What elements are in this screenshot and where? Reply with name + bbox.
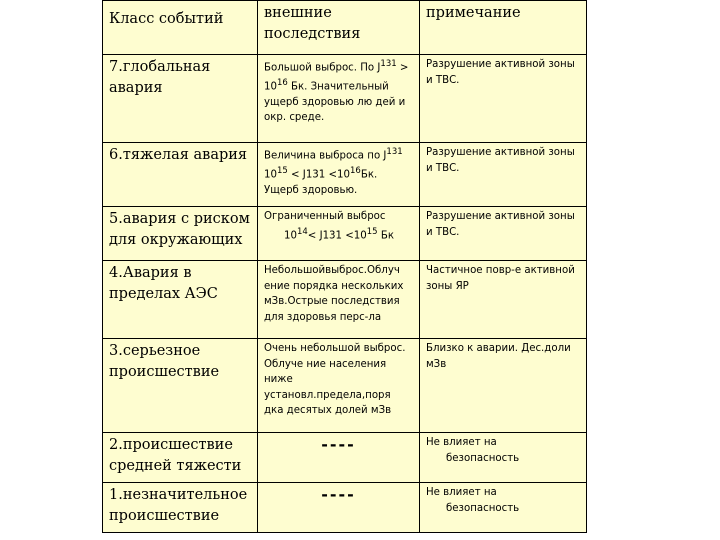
note-cell: Не влияет на безопасность <box>420 433 587 483</box>
note-cell: Разрушение активной зоны и ТВС. <box>420 55 587 143</box>
header-row <box>103 1 587 55</box>
table-row <box>103 433 587 483</box>
event-class-cell: 7.глобальная авария <box>103 55 258 143</box>
consequences-cell: Ограниченный выброс $10^{14}< J131 <10^{15}$ Бк <box>258 207 420 261</box>
event-class-cell: 5.авария с риском для окружающих <box>103 207 258 261</box>
note-cell: Разрушение активной зоны и ТВС. <box>420 143 587 207</box>
event-class-cell: 1.незначительное происшествие <box>103 483 258 533</box>
event-class-cell: 2.происшествие средней тяжести <box>103 433 258 483</box>
table-row <box>103 339 587 433</box>
consequences-cell: Небольшойвыброс.Облуч ение порядка нескольких мЗв.Острые последствия для здоровья перс-ла <box>258 261 420 339</box>
consequences-cell: ---- <box>258 433 420 483</box>
table-row <box>103 207 587 261</box>
table-row <box>103 55 587 143</box>
event-class-cell: 3.серьезное происшествие <box>103 339 258 433</box>
table-row <box>103 483 587 533</box>
consequences-cell: Очень небольшой выброс. Облуче ние населения ниже установл.предела,поря дка десятых долей мЗв <box>258 339 420 433</box>
note-cell: Близко к аварии. Дес.доли мЗв <box>420 339 587 433</box>
table-row <box>103 261 587 339</box>
header-event-class: Класс событий <box>103 1 258 55</box>
event-class-cell: 6.тяжелая авария <box>103 143 258 207</box>
consequences-cell: ---- <box>258 483 420 533</box>
header-external-consequences: внешние последствия <box>258 1 420 55</box>
consequences-cell: Большой выброс. По $J^{131} > 10^{16}$ Бк. Значительный ущерб здоровью лю дей и окр. среде. <box>258 55 420 143</box>
note-cell: Не влияет на безопасность <box>420 483 587 533</box>
note-cell: Разрушение активной зоны и ТВС. <box>420 207 587 261</box>
ines-events-table <box>102 0 587 533</box>
event-class-cell: 4.Авария в пределах АЭС <box>103 261 258 339</box>
consequences-cell: Величина выброса по $J^{131}$ $10^{15} < J131 <10^{16}Бк$. Ущерб здоровью. <box>258 143 420 207</box>
note-cell: Частичное повр-е активной зоны ЯР <box>420 261 587 339</box>
table-row <box>103 143 587 207</box>
header-note: примечание <box>420 1 587 55</box>
